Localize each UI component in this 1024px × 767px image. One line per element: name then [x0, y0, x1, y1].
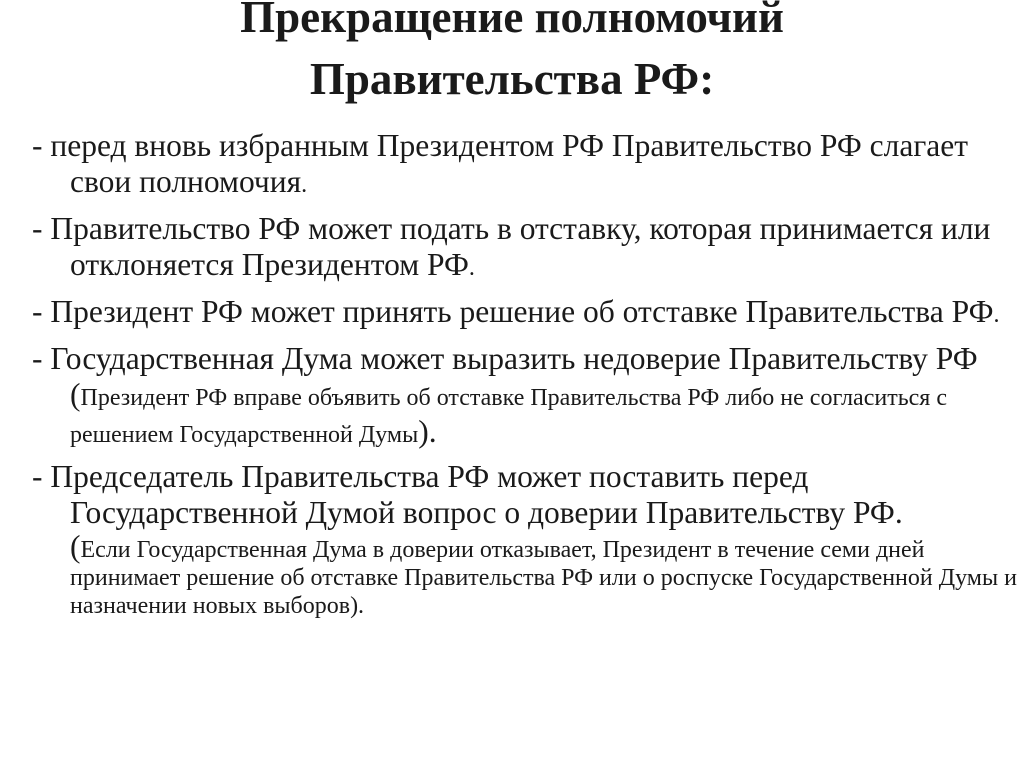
- list-item-duma-no-confidence: [32, 341, 1022, 451]
- item-note: Если Государственная Дума в доверии отказывает, Президент в течение семи дней принимает решение об отставке Правительства РФ или о роспуске Государственной Думы и назначении новых выборов).: [70, 537, 1017, 619]
- item-text: - Председатель Правительства РФ может поставить перед Государственной Думой вопрос о доверии Правительству РФ.: [32, 459, 903, 530]
- item-close-paren: ).: [418, 414, 437, 449]
- item-open-paren: (: [70, 529, 81, 564]
- powers-termination-list: [32, 128, 1022, 628]
- item-end: .: [468, 255, 475, 281]
- item-text: - Государственная Дума может выразить недоверие Правительству РФ: [32, 341, 978, 376]
- item-open-paren: (: [70, 377, 81, 412]
- item-end: .: [301, 172, 308, 198]
- slide-title-line-2: Правительства РФ:: [309, 54, 715, 104]
- item-text: - перед вновь избранным Президентом РФ Правительство РФ слагает свои полномочия: [32, 128, 968, 199]
- item-note-block: [70, 529, 1022, 620]
- item-text: - Президент РФ может принять решение об отставке Правительства РФ: [32, 294, 994, 329]
- item-text: - Правительство РФ может подать в отставку, которая принимается или отклоняется Президентом РФ: [32, 211, 991, 282]
- list-item-president-decision: [32, 294, 1022, 333]
- slide-title: [0, 0, 1024, 110]
- item-end: .: [993, 302, 1000, 328]
- list-item-confidence-question: [32, 459, 1022, 620]
- slide-title-line-1: Прекращение полномочий: [240, 0, 784, 42]
- list-item-resignation: [32, 211, 1022, 286]
- item-note: Президент РФ вправе объявить об отставке Правительства РФ либо не согласиться с решением Государственной Думы: [70, 385, 947, 448]
- list-item-new-president: [32, 128, 1022, 203]
